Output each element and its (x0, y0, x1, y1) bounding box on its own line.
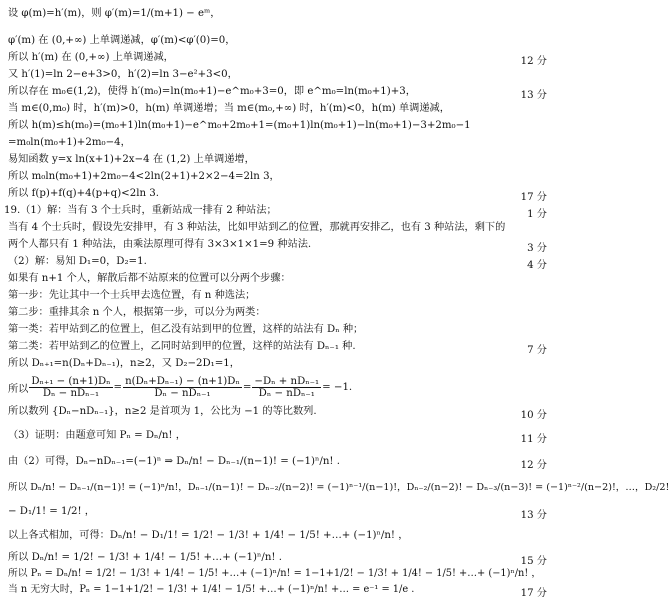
text-line: 第一步：先让其中一个士兵甲去选位置，有 n 种选法； (8, 290, 256, 301)
text-line: 设 φ(m)=h′(m)，则 φ′(m)=1/(m+1) − eᵐ， (8, 8, 221, 19)
text-line: 所以 f(p)+f(q)+4(p+q)<2ln 3. (8, 188, 159, 199)
fraction (29, 376, 112, 399)
score-label: 1 分 (527, 209, 547, 220)
denominator: Dₙ − nDₙ₋₁ (154, 388, 211, 399)
eq-text: = (113, 382, 123, 393)
text-line: 当有 4 个士兵时，假设先安排甲，有 3 种站法，比如甲站到乙的位置，那就再安排乙，也有 3 种站法，剩下的 (8, 222, 506, 233)
numerator: −Dₙ + nDₙ₋₁ (254, 376, 320, 387)
score-label: 17 分 (520, 192, 547, 203)
text-line: 两个人都只有 1 种站法，由乘法原理可得有 3×3×1×1=9 种站法. (8, 239, 312, 250)
score-label: 10 分 (520, 410, 547, 421)
score-label: 11 分 (520, 434, 547, 445)
score-label: 17 分 (520, 588, 547, 599)
text-line: 所以 Dₙ/n! − Dₙ₋₁/(n−1)! = (−1)ⁿ/n!，Dₙ₋₁/(n−1)! − Dₙ₋₂/(n−2)! = (−1)ⁿ⁻¹/(n−1)!，Dₙ₋₂/(n−2)! − Dₙ₋₃/(n−3)! = (−1)ⁿ⁻²/(n−2)!，…，D₂/2! (8, 482, 669, 493)
score-label: 12 分 (520, 460, 547, 471)
text-line: 所以 Pₙ = Dₙ/n! = 1/2! − 1/3! + 1/4! − 1/5! +…+ (−1)ⁿ/n! = 1−1+1/2! − 1/3! + 1/4! − 1/5! +…+ (−1)ⁿ/n! ， (8, 568, 542, 579)
text-line: 所以 m₀ln(m₀+1)+2m₀−4<2ln(2+1)+2×2−4=2ln 3， (8, 171, 280, 182)
text-line: 当 m∈(0,m₀) 时，h′(m)>0，h(m) 单调递增；当 m∈(m₀,+∞) 时，h′(m)<0，h(m) 单调递减， (8, 103, 450, 114)
text-line: 第一类：若甲站到乙的位置上，但乙没有站到甲的位置，这样的站法有 Dₙ 种； (8, 324, 364, 335)
text-line: 当 n 无穷大时，Pₙ = 1−1+1/2! − 1/3! + 1/4! − 1/5! +…+ (−1)ⁿ/n! +… = e⁻¹ = 1/e . (8, 584, 415, 595)
fraction (252, 376, 321, 399)
score-label: 15 分 (520, 556, 547, 567)
text-line: （2）解：易知 D₁=0，D₂=1. (8, 256, 147, 267)
text-line: 所以数列 {Dₙ−nDₙ₋₁}，n≥2 是首项为 1，公比为 −1 的等比数列. (8, 406, 317, 417)
numerator: Dₙ₊₁ − (n+1)Dₙ (31, 376, 111, 387)
fraction (123, 376, 242, 399)
text-line: =m₀ln(m₀+1)+2m₀−4， (8, 137, 131, 148)
score-label: 3 分 (527, 243, 547, 254)
numerator: n(Dₙ+Dₙ₋₁) − (n+1)Dₙ (125, 376, 240, 387)
text-line: 第二类：若甲站到乙的位置上，乙同时站到甲的位置，这样的站法有 Dₙ₋₁ 种. (8, 341, 356, 352)
text-line: 易知函数 y=x ln(x+1)+2x−4 在 (1,2) 上单调递增， (8, 154, 255, 165)
text-line: φ′(m) 在 (0,+∞) 上单调递减，φ′(m)<φ′(0)=0， (8, 35, 236, 46)
text-line: 第二步：重排其余 n 个人，根据第一步，可以分为两类： (8, 307, 266, 318)
text-line: 所以 Dₙ/n! = 1/2! − 1/3! + 1/4! − 1/5! +…+ (−1)ⁿ/n! . (8, 552, 282, 563)
score-label: 7 分 (527, 345, 547, 356)
score-label: 13 分 (520, 510, 547, 521)
eq-text: = −1. (322, 382, 353, 393)
text-line: 如果有 n+1 个人，解散后都不站原来的位置可以分两个步骤： (8, 273, 291, 284)
score-label: 12 分 (520, 56, 547, 67)
text-line: 又 h′(1)=ln 2−e+3>0，h′(2)=ln 3−e²+3<0， (8, 69, 238, 80)
denominator: Dₙ − nDₙ₋₁ (258, 388, 315, 399)
text-line: （3）证明：由题意可知 Pₙ = Dₙ/n! ， (8, 430, 186, 441)
text-line: − D₁/1! = 1/2! ， (8, 506, 95, 517)
text-line: 由（2）可得，Dₙ−nDₙ₋₁=(−1)ⁿ ⇒ Dₙ/n! − Dₙ₋₁/(n−1)! = (−1)ⁿ/n! . (8, 456, 340, 467)
text-line: 所以 h′(m) 在 (0,+∞) 上单调递减， (8, 52, 174, 63)
score-label: 4 分 (527, 260, 547, 271)
denominator: Dₙ − nDₙ₋₁ (42, 388, 100, 399)
text-line: 19.（1）解：当有 3 个士兵时，重新站成一排有 2 种站法； (4, 205, 277, 216)
eq-text: = (242, 382, 252, 393)
score-label: 13 分 (520, 90, 547, 101)
text-line: 所以 h(m)≤h(m₀)=(m₀+1)ln(m₀+1)−e^m₀+2m₀+1=(m₀+1)ln(m₀+1)−ln(m₀+1)−3+2m₀−1 (8, 120, 471, 131)
text-line: 所以 Dₙ₊₁=n(Dₙ+Dₙ₋₁)，n≥2，又 D₂−2D₁=1， (8, 358, 240, 369)
equation-line (8, 376, 352, 399)
eq-text: 所以 (8, 384, 29, 395)
text-line: 所以存在 m₀∈(1,2)，使得 h′(m₀)=ln(m₀+1)−e^m₀+3=0，即 e^m₀=ln(m₀+1)+3， (8, 86, 416, 97)
text-line: 以上各式相加，可得：Dₙ/n! − D₁/1! = 1/2! − 1/3! + 1/4! − 1/5! +…+ (−1)ⁿ/n! ， (8, 530, 409, 541)
